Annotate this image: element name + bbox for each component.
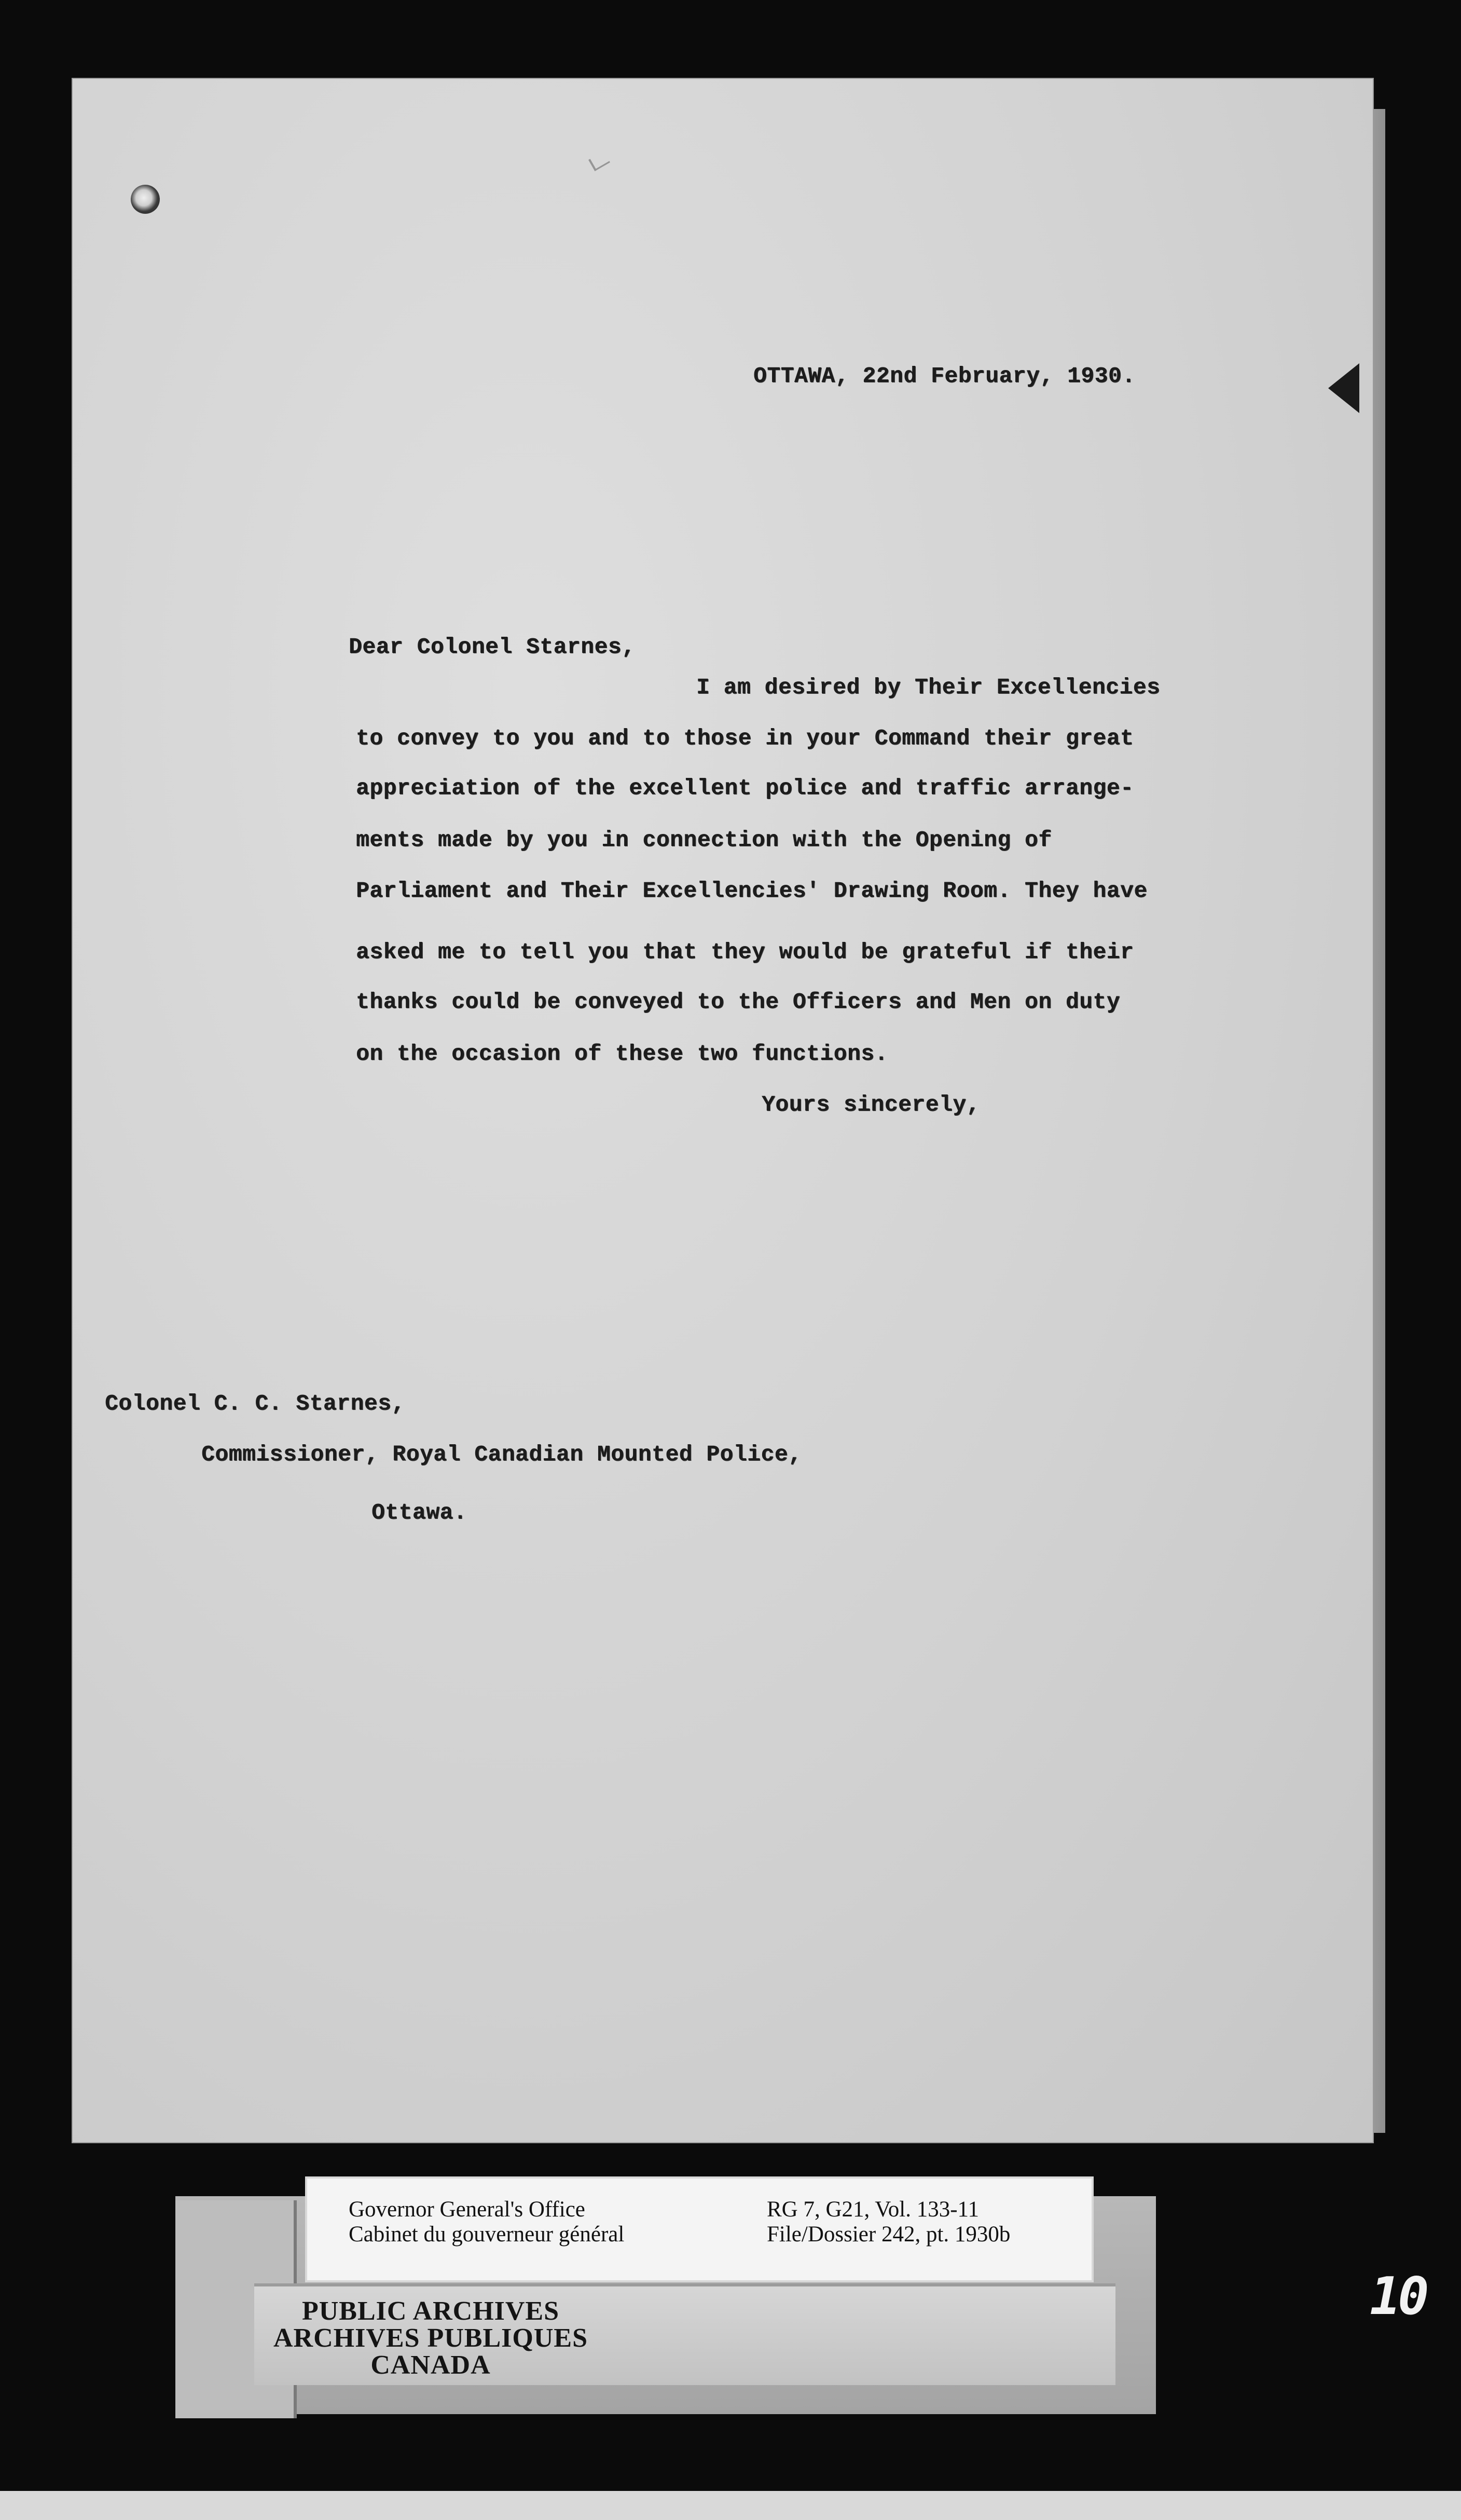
body-line: asked me to tell you that they would be grateful if their — [356, 939, 1134, 965]
letter-page — [72, 78, 1374, 2143]
film-bottom-strip — [0, 2491, 1461, 2520]
clip-notch — [1328, 363, 1359, 413]
stamp-line: PUBLIC ARCHIVES — [301, 2296, 560, 2326]
body-line: on the occasion of these two functions. — [356, 1041, 888, 1066]
record-group-reference: RG 7, G21, Vol. 133-11 — [767, 2197, 979, 2222]
file-reference: File/Dossier 242, pt. 1930b — [767, 2222, 1011, 2247]
body-line: to convey to you and to those in your Command their great — [356, 725, 1134, 751]
dateline: OTTAWA, 22nd February, 1930. — [753, 363, 1136, 389]
salutation: Dear Colonel Starnes, — [349, 634, 636, 660]
addressee-city: Ottawa. — [371, 1500, 467, 1525]
addressee-name: Colonel C. C. Starnes, — [105, 1391, 405, 1416]
stamp-line: CANADA — [370, 2350, 491, 2380]
body-line: I am desired by Their Excellencies — [696, 675, 1161, 700]
frame-number: 10 — [1370, 2266, 1426, 2326]
body-line: thanks could be conveyed to the Officers and Men on duty — [356, 989, 1121, 1015]
body-line: ments made by you in connection with the Opening of — [356, 827, 1052, 853]
punch-hole — [131, 185, 160, 214]
body-line: appreciation of the excellent police and traffic arrange- — [356, 775, 1134, 801]
addressee-title: Commissioner, Royal Canadian Mounted Police, — [201, 1442, 802, 1467]
stamp-line: ARCHIVES PUBLIQUES — [273, 2323, 588, 2353]
office-name-fr: Cabinet du gouverneur général — [349, 2222, 625, 2247]
body-line: Parliament and Their Excellencies' Drawing Room. They have — [356, 878, 1148, 903]
office-name-en: Governor General's Office — [349, 2197, 585, 2222]
closing: Yours sincerely, — [762, 1092, 980, 1117]
